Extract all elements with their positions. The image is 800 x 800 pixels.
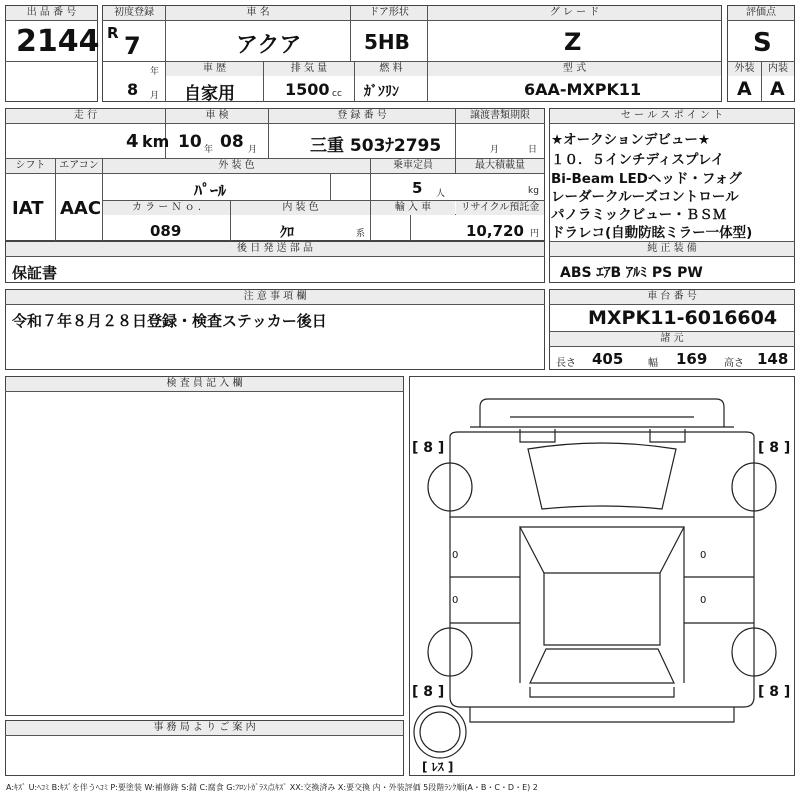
sales-point-6: ドラレコ(自動防眩ミラー一体型) [551,225,753,241]
capacity: 5 [412,179,423,197]
mileage: 4 [126,131,139,152]
mark-front-right: 0 [700,550,707,561]
inspection-month-unit: 月 [248,145,258,155]
inspector-box [5,376,404,716]
color-no: 089 [150,222,182,240]
lot-number-label: 出 品 番 号 [6,6,97,20]
sales-point-3: Bi-Beam LEDヘッド・フォグ [551,171,742,187]
mark-rear-left: 0 [452,595,459,606]
displacement-label: 排 気 量 [264,62,354,76]
dims-label: 諸 元 [550,332,794,346]
notes-text: 令和７年８月２８日登録・検査ステッカー後日 [12,312,327,330]
height: 148 [757,350,789,368]
details-box [5,108,545,241]
displacement: 1500 [285,80,330,99]
interior-color-unit: 系 [356,229,366,239]
tire-front-left-label: [ 8 ] [412,440,445,456]
color-no-label: カ ラ ー Ｎ ｏ . [103,201,230,215]
displacement-unit: cc [332,89,342,99]
model-label: 型 式 [428,62,721,76]
interior-color-label: 内 装 色 [231,201,370,215]
sales-point-4: レーダークルーズコントロール [551,189,739,205]
later-parts-label: 後 日 発 送 部 品 [6,242,544,256]
plate-label: 登 録 番 号 [269,109,455,123]
sales-point-2: １０．５インチディスプレイ [551,152,725,168]
score-label: 評価点 [728,6,794,20]
capacity-label: 乗車定員 [371,159,455,173]
model: 6AA-MXPK11 [524,80,642,99]
plate: 三重 503ﾅ2795 [310,136,442,156]
history: 自家用 [184,84,235,104]
tire-rear-right-label: [ 8 ] [758,684,791,700]
recycle: 10,720 [466,222,524,240]
year-unit: 年 [150,67,160,77]
car-diagram [410,377,794,775]
office-label: 事 務 局 よ り ご 案 内 [6,721,403,735]
fuel-label: 燃 料 [355,62,427,76]
mileage-label: 走 行 [6,109,165,123]
grade: Z [564,28,582,56]
first-reg-label: 初度登録 [103,6,165,20]
exterior-color-label: 外 装 色 [103,159,370,173]
height-label: 高さ [724,358,744,369]
transfer-month-unit: 月 [490,145,500,155]
exterior-grade: A [737,78,752,100]
later-parts: 保証書 [12,264,58,282]
legend: A:ｷｽﾞ U:ﾍｺﾐ B:ｷｽﾞを伴うﾍｺﾐ P:要塗装 W:補修跡 S:錆 C:腐食 G:ﾌﾛﾝﾄｶﾞﾗｽ点ｷｽﾞ XX:交換済み X:要交換 内・外装評価 5段階ﾗﾝｸ順(A・B・C・D・E) 2 [6,783,538,792]
first-reg-month: 8 [127,80,139,99]
inspector-label: 検 査 員 記 入 欄 [6,377,403,391]
max-load-label: 最大積載量 [456,159,544,173]
interior-color: ｸﾛ [280,225,294,241]
inspection-year-unit: 年 [204,145,214,155]
shift-label: シフト [6,159,55,173]
length: 405 [592,350,624,368]
length-label: 長さ [556,358,576,369]
chassis-number: MXPK11-6016604 [588,307,778,329]
history-label: 車 歴 [166,62,263,76]
width: 169 [676,350,708,368]
door-label: ドア形状 [351,6,427,20]
ac: AAC [60,198,102,219]
car-name: アクア [236,33,302,58]
capacity-unit: 人 [436,189,446,199]
sales-points-label: セ ー ル ス ポ イ ン ト [550,109,794,123]
era: R [107,24,119,42]
month-unit: 月 [150,91,160,101]
score: S [753,28,772,58]
inspection-month: 08 [220,132,244,152]
transfer-label: 譲渡書類期限 [456,109,544,123]
transfer-day-unit: 日 [528,145,538,155]
genuine-equipment: ABS ｴｱB ｱﾙﾐ PS PW [560,265,703,281]
shift: IAT [12,198,44,219]
tire-front-right-label: [ 8 ] [758,440,791,456]
mark-front-left: 0 [452,550,459,561]
grade-label: グ レ ー ド [428,6,721,20]
fuel: ｶﾞｿﾘﾝ [364,84,399,100]
exterior-color: ﾊﾟｰﾙ [194,181,227,200]
tire-rear-left-label: [ 8 ] [412,684,445,700]
recycle-label: リサイクル預託金 [456,201,544,215]
sales-point-1: ★オークションデビュー★ [551,132,710,148]
ac-label: エアコン [56,159,102,173]
lot-number: 2144 [16,24,100,59]
first-reg-year: 7 [124,32,141,60]
spare-tire-label: [ ﾚｽ ] [422,760,454,774]
mileage-unit: km [142,132,170,151]
import-label: 輸 入 車 [371,201,455,215]
door-type: 5HB [364,30,410,54]
exterior-label: 外装 [728,62,761,76]
mark-rear-right: 0 [700,595,707,606]
genuine-label: 純 正 装 備 [550,242,794,256]
sales-point-5: パノラミックビュー・ＢＳＭ [551,207,727,223]
interior-label: 内装 [762,62,794,76]
car-name-label: 車 名 [166,6,350,20]
notes-label: 注 意 事 項 欄 [6,290,544,304]
max-load-unit: kg [528,186,539,196]
interior-grade: A [770,78,785,100]
chassis-label: 車 台 番 号 [550,290,794,304]
inspection-year: 10 [178,132,202,152]
width-label: 幅 [648,358,658,369]
inspection-label: 車 検 [166,109,268,123]
recycle-unit: 円 [530,229,540,239]
